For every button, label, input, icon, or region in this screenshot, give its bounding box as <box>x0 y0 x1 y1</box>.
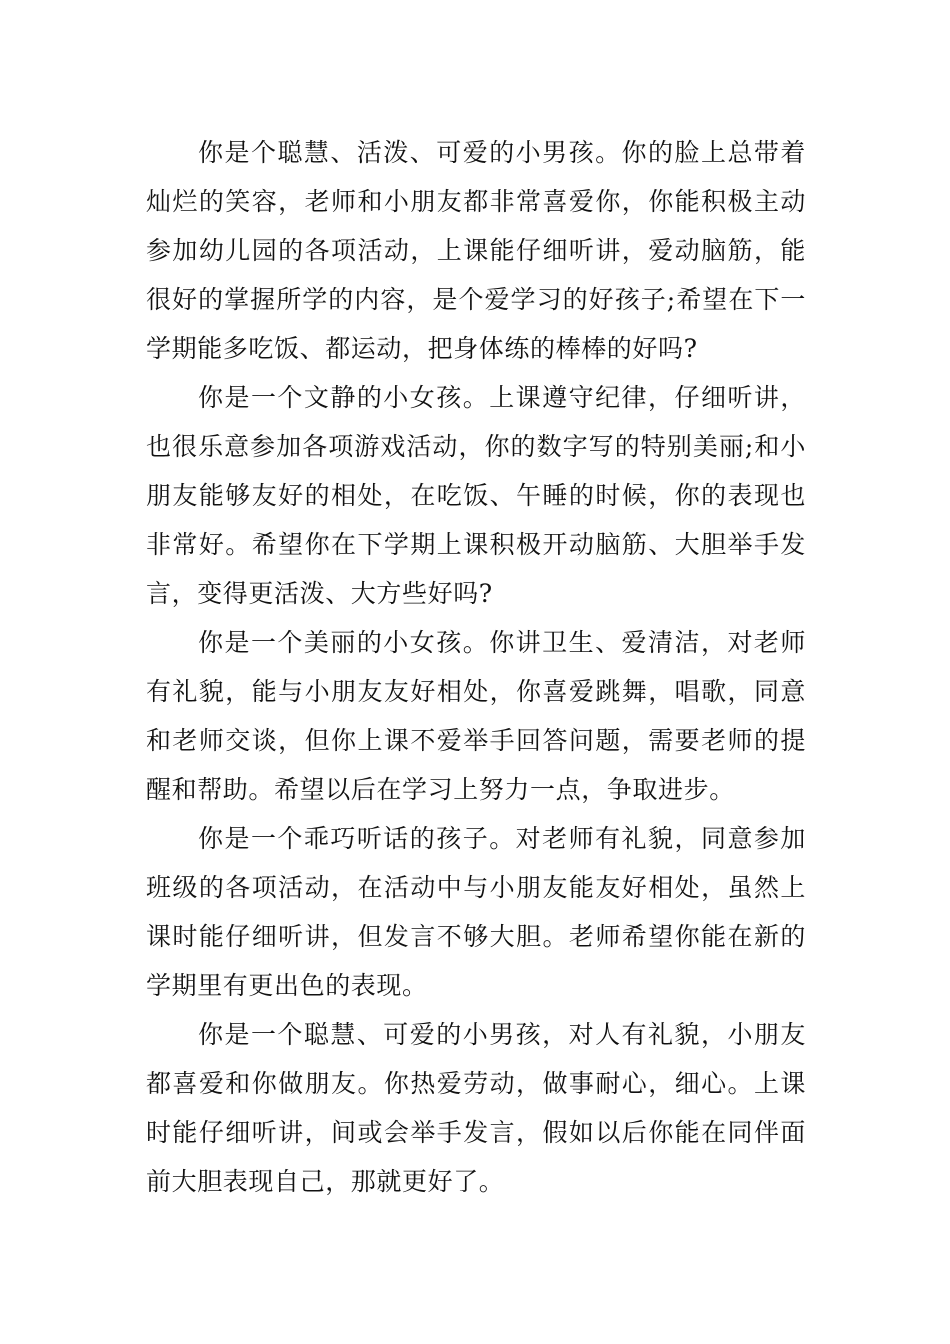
paragraph-4: 你是一个乖巧听话的孩子。对老师有礼貌，同意参加班级的各项活动，在活动中与小朋友能友好相处，虽然上课时能仔细听讲，但发言不够大胆。老师希望你能在新的学期里有更出色的表现。 <box>146 824 806 1000</box>
paragraph-3: 你是一个美丽的小女孩。你讲卫生、爱清洁，对老师有礼貌，能与小朋友友好相处，你喜爱跳舞，唱歌，同意和老师交谈，但你上课不爱举手回答问题，需要老师的提醒和帮助。希望以后在学习上努力一点，争取进步。 <box>146 628 806 804</box>
paragraph-1: 你是个聪慧、活泼、可爱的小男孩。你的脸上总带着灿烂的笑容，老师和小朋友都非常喜爱你，你能积极主动参加幼儿园的各项活动，上课能仔细听讲，爱动脑筋，能很好的掌握所学的内容，是个爱学习的好孩子;希望在下一学期能多吃饭、都运动，把身体练的棒棒的好吗? <box>146 138 806 363</box>
document-page <box>146 128 806 1206</box>
paragraph-2: 你是一个文静的小女孩。上课遵守纪律，仔细听讲，也很乐意参加各项游戏活动，你的数字写的特别美丽;和小朋友能够友好的相处，在吃饭、午睡的时候，你的表现也非常好。希望你在下学期上课积极开动脑筋、大胆举手发言，变得更活泼、大方些好吗? <box>146 383 806 608</box>
paragraph-5: 你是一个聪慧、可爱的小男孩，对人有礼貌，小朋友都喜爱和你做朋友。你热爱劳动，做事耐心，细心。上课时能仔细听讲，间或会举手发言，假如以后你能在同伴面前大胆表现自己，那就更好了。 <box>146 1020 806 1196</box>
